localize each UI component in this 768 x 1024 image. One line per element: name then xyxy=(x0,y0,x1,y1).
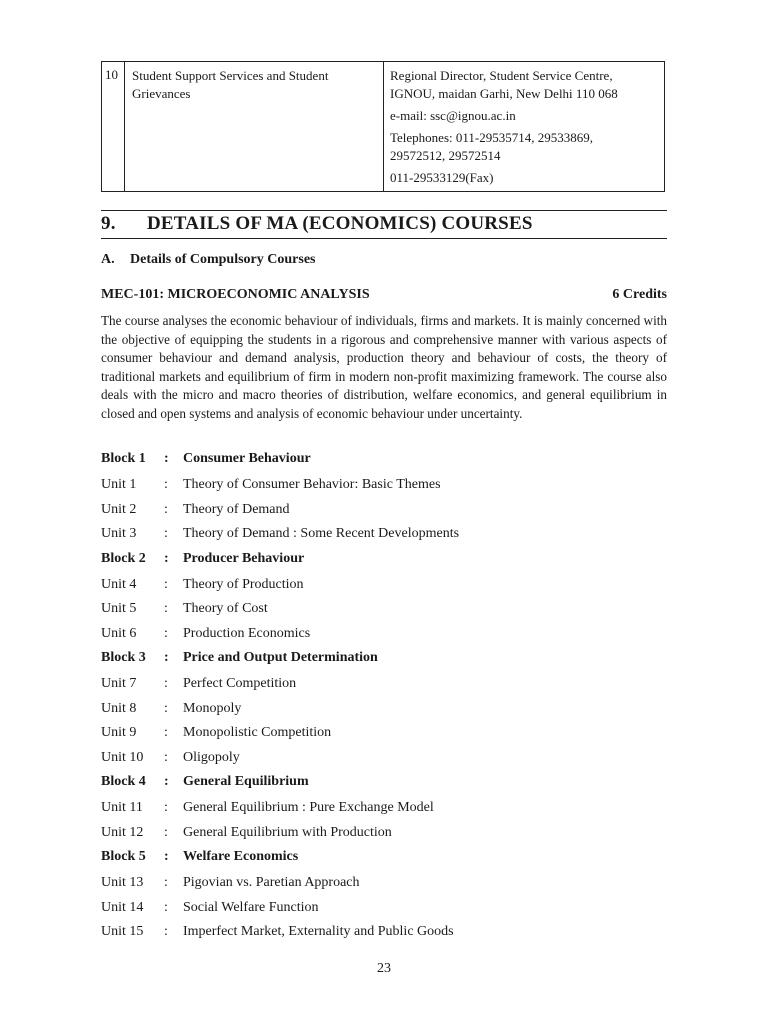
unit-label: Unit 8 xyxy=(101,700,137,716)
separator-colon: : xyxy=(164,774,169,789)
separator-colon: : xyxy=(164,625,168,641)
block-row xyxy=(101,650,667,676)
unit-title: Monopolistic Competition xyxy=(183,725,332,740)
unit-title: Perfect Competition xyxy=(183,676,297,691)
separator-colon: : xyxy=(164,676,168,691)
section-rule xyxy=(101,238,667,239)
block-label: Block 1 xyxy=(101,451,146,466)
separator-colon: : xyxy=(164,550,169,566)
separator-colon: : xyxy=(164,749,168,765)
unit-row xyxy=(101,626,667,651)
separator-colon: : xyxy=(164,700,168,716)
unit-row xyxy=(101,676,667,701)
separator-colon: : xyxy=(164,576,168,592)
block-label: Block 2 xyxy=(101,550,146,566)
separator-colon: : xyxy=(164,477,168,492)
separator-colon: : xyxy=(164,824,168,840)
unit-row xyxy=(101,526,667,551)
contact-email: e-mail: ssc@ignou.ac.in xyxy=(390,108,516,123)
block-row xyxy=(101,849,667,875)
unit-title: Theory of Cost xyxy=(183,601,268,616)
block-title: Welfare Economics xyxy=(183,849,299,864)
unit-label: Unit 14 xyxy=(101,899,144,915)
unit-title: Oligopoly xyxy=(183,749,240,765)
block-label: Block 4 xyxy=(101,774,146,789)
separator-colon: : xyxy=(164,875,168,890)
contact-line: IGNOU, maidan Garhi, New Delhi 110 068 xyxy=(390,86,618,101)
unit-row xyxy=(101,601,667,626)
unit-label: Unit 1 xyxy=(101,477,137,492)
course-credits: 6 Credits xyxy=(612,287,667,302)
separator-colon: : xyxy=(164,650,169,665)
unit-label: Unit 6 xyxy=(101,625,137,641)
unit-title: Pigovian vs. Paretian Approach xyxy=(183,875,360,890)
unit-label: Unit 2 xyxy=(101,501,137,517)
subsection-letter: A. xyxy=(101,252,115,267)
unit-label: Unit 13 xyxy=(101,875,144,890)
separator-colon: : xyxy=(164,526,168,541)
unit-row xyxy=(101,750,667,775)
block-title: General Equilibrium xyxy=(183,774,309,789)
unit-label: Unit 11 xyxy=(101,800,143,815)
unit-label: Unit 15 xyxy=(101,924,144,939)
unit-row xyxy=(101,924,667,949)
unit-title: Theory of Demand : Some Recent Developments xyxy=(183,526,460,541)
unit-label: Unit 4 xyxy=(101,576,137,592)
subsection-heading xyxy=(101,252,316,268)
unit-title: Production Economics xyxy=(183,625,311,641)
separator-colon: : xyxy=(164,899,168,915)
unit-title: Monopoly xyxy=(183,700,242,716)
separator-colon: : xyxy=(164,725,168,740)
unit-title: Theory of Production xyxy=(183,576,304,592)
unit-row xyxy=(101,725,667,750)
block-row xyxy=(101,451,667,477)
block-row xyxy=(101,551,667,577)
block-label: Block 3 xyxy=(101,650,146,665)
unit-label: Unit 12 xyxy=(101,824,144,840)
block-title: Consumer Behaviour xyxy=(183,451,311,466)
course-title: MEC-101: MICROECONOMIC ANALYSIS xyxy=(101,287,370,302)
unit-row xyxy=(101,900,667,925)
unit-title: General Equilibrium : Pure Exchange Model xyxy=(183,800,434,815)
unit-row xyxy=(101,701,667,726)
table-divider xyxy=(383,62,384,191)
table-service-name: Student Support Services and Student Grievances xyxy=(132,68,329,101)
subsection-title: Details of Compulsory Courses xyxy=(130,252,316,267)
table-divider xyxy=(124,62,125,191)
table-row-number: 10 xyxy=(105,67,118,82)
table-contact-details xyxy=(390,67,662,187)
unit-title: Theory of Consumer Behavior: Basic Themes xyxy=(183,477,441,492)
unit-row xyxy=(101,825,667,850)
course-description: The course analyses the economic behaviour of individuals, firms and markets. It is mainly concerned with the objective of equipping the students in a rigorous and comprehensive manner with various aspects of consumer behaviour and demand analysis, production theory and behaviour of costs, the theory of traditional markets and equilibrium of firm in modern non-profit maximizing framework. The course also deals with the micro and macro theories of distribution, welfare economics, and general equilibrium in closed and open systems and analysis of economic behaviour under uncertainty. xyxy=(101,313,667,421)
section-heading xyxy=(101,213,533,235)
separator-colon: : xyxy=(164,451,169,466)
contact-fax: 011-29533129(Fax) xyxy=(390,170,494,185)
separator-colon: : xyxy=(164,924,168,939)
separator-colon: : xyxy=(164,800,168,815)
unit-title: Social Welfare Function xyxy=(183,899,319,915)
unit-label: Unit 5 xyxy=(101,601,137,616)
unit-row xyxy=(101,875,667,900)
block-row xyxy=(101,774,667,800)
unit-row xyxy=(101,800,667,825)
course-structure-list xyxy=(101,451,667,949)
contact-phone: 29572512, 29572514 xyxy=(390,148,501,163)
block-title: Price and Output Determination xyxy=(183,650,378,665)
unit-title: General Equilibrium with Production xyxy=(183,824,392,840)
block-label: Block 5 xyxy=(101,849,146,864)
separator-colon: : xyxy=(164,601,168,616)
unit-title: Imperfect Market, Externality and Public Goods xyxy=(183,924,454,939)
section-rule xyxy=(101,210,667,211)
unit-label: Unit 9 xyxy=(101,725,137,740)
page-number: 23 xyxy=(377,961,391,976)
separator-colon: : xyxy=(164,501,168,517)
section-title: DETAILS OF MA (ECONOMICS) COURSES xyxy=(147,213,533,234)
separator-colon: : xyxy=(164,849,169,864)
contact-table xyxy=(101,61,665,192)
unit-row xyxy=(101,477,667,502)
unit-title: Theory of Demand xyxy=(183,501,290,517)
section-number: 9. xyxy=(101,213,116,234)
contact-line: Regional Director, Student Service Centre, xyxy=(390,68,613,83)
unit-row xyxy=(101,577,667,602)
unit-row xyxy=(101,502,667,527)
block-title: Producer Behaviour xyxy=(183,550,305,566)
unit-label: Unit 7 xyxy=(101,676,137,691)
unit-label: Unit 10 xyxy=(101,749,144,765)
contact-phone: Telephones: 011-29535714, 29533869, xyxy=(390,130,593,145)
unit-label: Unit 3 xyxy=(101,526,137,541)
course-heading xyxy=(101,287,667,303)
